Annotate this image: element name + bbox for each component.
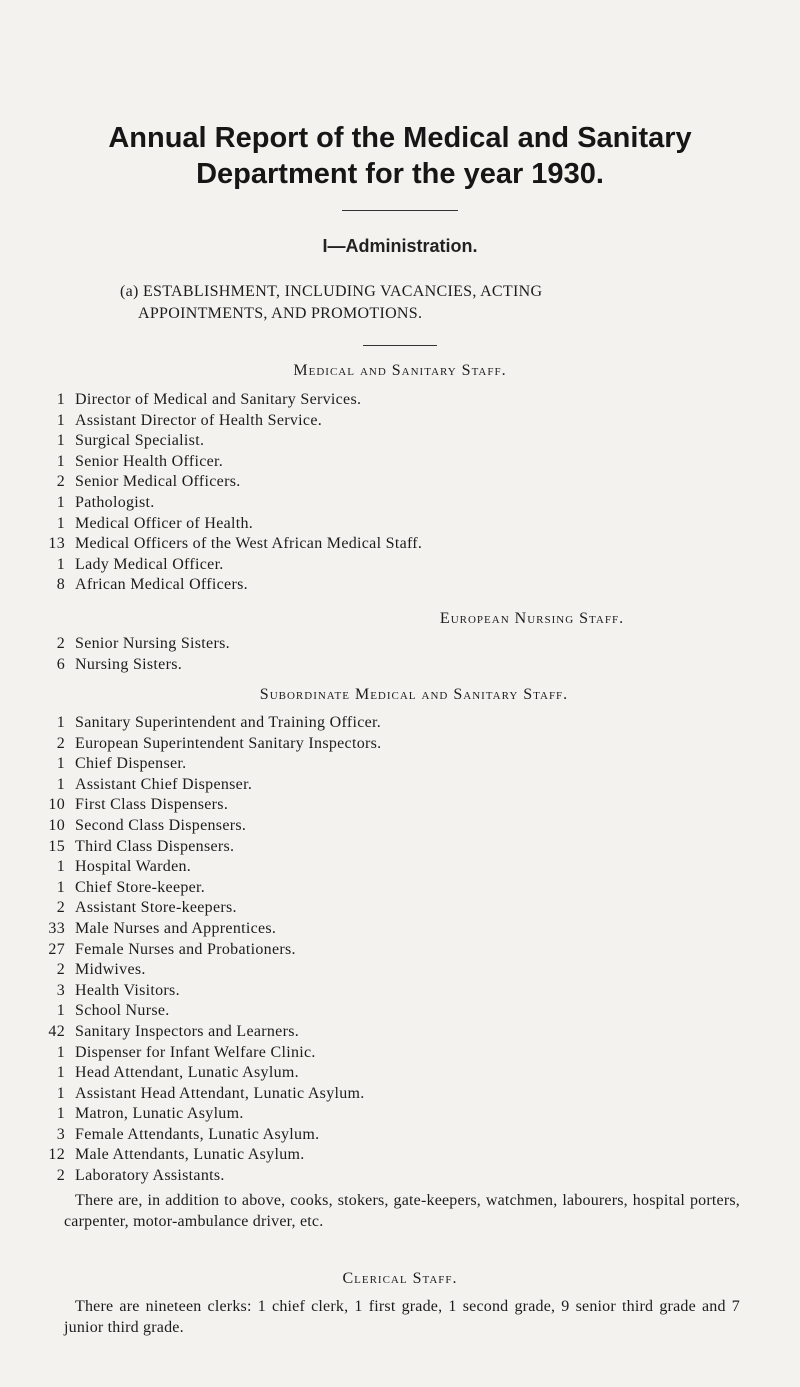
item-label: Second Class Dispensers. xyxy=(75,816,247,834)
item-count: 6 xyxy=(56,655,65,673)
subordinate-list xyxy=(0,713,800,1187)
item-count: 2 xyxy=(56,899,65,917)
list-item xyxy=(0,960,800,981)
item-count: 27 xyxy=(48,940,65,958)
item-label: Assistant Head Attendant, Lunatic Asylum. xyxy=(75,1084,365,1102)
item-label: Head Attendant, Lunatic Asylum. xyxy=(75,1064,299,1082)
item-label: Male Nurses and Apprentices. xyxy=(75,919,277,937)
list-item xyxy=(0,898,800,919)
item-label: Third Class Dispensers. xyxy=(75,837,235,855)
item-count: 2 xyxy=(56,1167,65,1185)
item-count: 1 xyxy=(56,1084,65,1102)
subsection-line-1: ESTABLISHMENT, INCLUDING VACANCIES, ACTING xyxy=(142,283,543,300)
list-item xyxy=(0,1104,800,1125)
clerical-text: There are nineteen clerks: 1 chief clerk, 1 first grade, 1 second grade, 9 senior third grade and 7 junior third grade. xyxy=(64,1298,740,1336)
item-label: African Medical Officers. xyxy=(75,576,248,594)
list-item xyxy=(0,1084,800,1105)
item-count: 15 xyxy=(48,837,65,855)
item-count: 3 xyxy=(56,1125,65,1143)
item-count: 2 xyxy=(56,635,65,652)
item-label: Surgical Specialist. xyxy=(75,432,205,450)
list-item xyxy=(0,452,800,473)
item-label: Male Attendants, Lunatic Asylum. xyxy=(75,1146,305,1164)
item-count: 2 xyxy=(56,961,65,979)
item-count: 1 xyxy=(56,1105,65,1123)
item-label: Pathologist. xyxy=(75,493,155,511)
divider xyxy=(342,210,458,211)
item-count: 1 xyxy=(56,1002,65,1020)
list-item xyxy=(0,775,800,796)
list-item xyxy=(0,534,800,555)
list-item xyxy=(0,655,800,676)
item-count: 10 xyxy=(48,796,65,814)
item-count: 8 xyxy=(56,576,65,594)
list-item xyxy=(0,837,800,858)
subsection-title xyxy=(120,281,700,325)
item-count: 1 xyxy=(56,514,65,532)
subsection-marker: (a) xyxy=(120,283,139,300)
list-item xyxy=(0,981,800,1002)
report-title xyxy=(0,120,800,192)
item-label: Assistant Store-keepers. xyxy=(75,899,237,917)
item-count: 3 xyxy=(56,981,65,999)
subordinate-note-text: There are, in addition to above, cooks, stokers, gate-keepers, watchmen, labourers, hospital porters, carpenter, motor-ambulance driver, etc. xyxy=(64,1192,740,1230)
group-heading-clerical: Clerical Staff. xyxy=(342,1270,458,1287)
divider xyxy=(363,345,437,346)
group-heading-subordinate: Subordinate Medical and Sanitary Staff. xyxy=(259,686,569,703)
item-label: Midwives. xyxy=(75,961,146,979)
item-count: 1 xyxy=(56,432,65,450)
list-item xyxy=(0,493,800,514)
item-label: First Class Dispensers. xyxy=(75,796,229,814)
list-item xyxy=(0,878,800,899)
item-count: 1 xyxy=(56,452,65,470)
item-count: 12 xyxy=(48,1146,65,1164)
list-item xyxy=(0,734,800,755)
list-item xyxy=(0,754,800,775)
item-count: 1 xyxy=(56,878,65,896)
item-count: 1 xyxy=(56,1064,65,1082)
list-item xyxy=(0,713,800,734)
item-count: 2 xyxy=(56,473,65,491)
list-item xyxy=(0,1022,800,1043)
item-label: School Nurse. xyxy=(75,1002,170,1020)
subordinate-note xyxy=(64,1190,740,1232)
list-item xyxy=(0,857,800,878)
item-count: 1 xyxy=(56,858,65,876)
item-count: 13 xyxy=(48,535,65,553)
list-item xyxy=(0,919,800,940)
item-label: Senior Health Officer. xyxy=(75,452,224,470)
subsection-line-2: APPOINTMENTS, AND PROMOTIONS. xyxy=(138,305,423,322)
list-item xyxy=(0,1001,800,1022)
item-label: European Superintendent Sanitary Inspectors. xyxy=(75,734,382,752)
item-label: Health Visitors. xyxy=(75,981,180,999)
item-count: 10 xyxy=(48,816,65,834)
item-label: Lady Medical Officer. xyxy=(75,555,224,573)
list-item xyxy=(0,1125,800,1146)
group-heading-european-nursing: European Nursing Staff. xyxy=(439,610,625,627)
item-label: Medical Officers of the West African Medical Staff. xyxy=(75,535,423,553)
item-label: Medical Officer of Health. xyxy=(75,514,254,532)
item-label: Director of Medical and Sanitary Services. xyxy=(75,391,362,408)
list-item xyxy=(0,390,800,411)
item-label: Assistant Chief Dispenser. xyxy=(75,775,253,793)
item-count: 2 xyxy=(56,734,65,752)
section-title: I—Administration. xyxy=(322,236,478,256)
item-label: Female Nurses and Probationers. xyxy=(75,940,296,958)
item-label: Matron, Lunatic Asylum. xyxy=(75,1105,244,1123)
list-item xyxy=(0,816,800,837)
list-item xyxy=(0,555,800,576)
list-item xyxy=(0,1043,800,1064)
item-label: Sanitary Superintendent and Training Officer. xyxy=(75,714,382,731)
item-count: 1 xyxy=(56,775,65,793)
item-label: Dispenser for Infant Welfare Clinic. xyxy=(75,1043,316,1061)
european-nursing-list xyxy=(0,634,800,675)
report-title-line-2: Department for the year 1930. xyxy=(196,158,604,190)
item-label: Chief Dispenser. xyxy=(75,755,187,773)
item-count: 1 xyxy=(56,714,65,731)
item-count: 1 xyxy=(56,391,65,408)
item-count: 1 xyxy=(56,1043,65,1061)
list-item xyxy=(0,795,800,816)
item-label: Assistant Director of Health Service. xyxy=(75,411,323,429)
item-count: 1 xyxy=(56,411,65,429)
list-item xyxy=(0,1063,800,1084)
item-count: 42 xyxy=(48,1022,65,1040)
group-heading-medical-sanitary: Medical and Sanitary Staff. xyxy=(293,362,507,379)
item-label: Senior Medical Officers. xyxy=(75,473,241,491)
item-label: Sanitary Inspectors and Learners. xyxy=(75,1022,300,1040)
item-count: 33 xyxy=(48,919,65,937)
item-label: Hospital Warden. xyxy=(75,858,192,876)
list-item xyxy=(0,1166,800,1187)
list-item xyxy=(0,472,800,493)
item-label: Laboratory Assistants. xyxy=(75,1167,225,1185)
list-item xyxy=(0,575,800,596)
item-count: 1 xyxy=(56,493,65,511)
report-title-line-1: Annual Report of the Medical and Sanitary xyxy=(108,122,692,154)
item-label: Senior Nursing Sisters. xyxy=(75,635,230,652)
item-label: Female Attendants, Lunatic Asylum. xyxy=(75,1125,320,1143)
list-item xyxy=(0,1145,800,1166)
list-item xyxy=(0,634,800,655)
list-item xyxy=(0,431,800,452)
item-count: 1 xyxy=(56,755,65,773)
list-item xyxy=(0,940,800,961)
list-item xyxy=(0,514,800,535)
item-label: Chief Store-keeper. xyxy=(75,878,206,896)
clerical-paragraph xyxy=(64,1296,740,1338)
item-count: 1 xyxy=(56,555,65,573)
item-label: Nursing Sisters. xyxy=(75,655,183,673)
list-item xyxy=(0,411,800,432)
medical-sanitary-list xyxy=(0,390,800,596)
